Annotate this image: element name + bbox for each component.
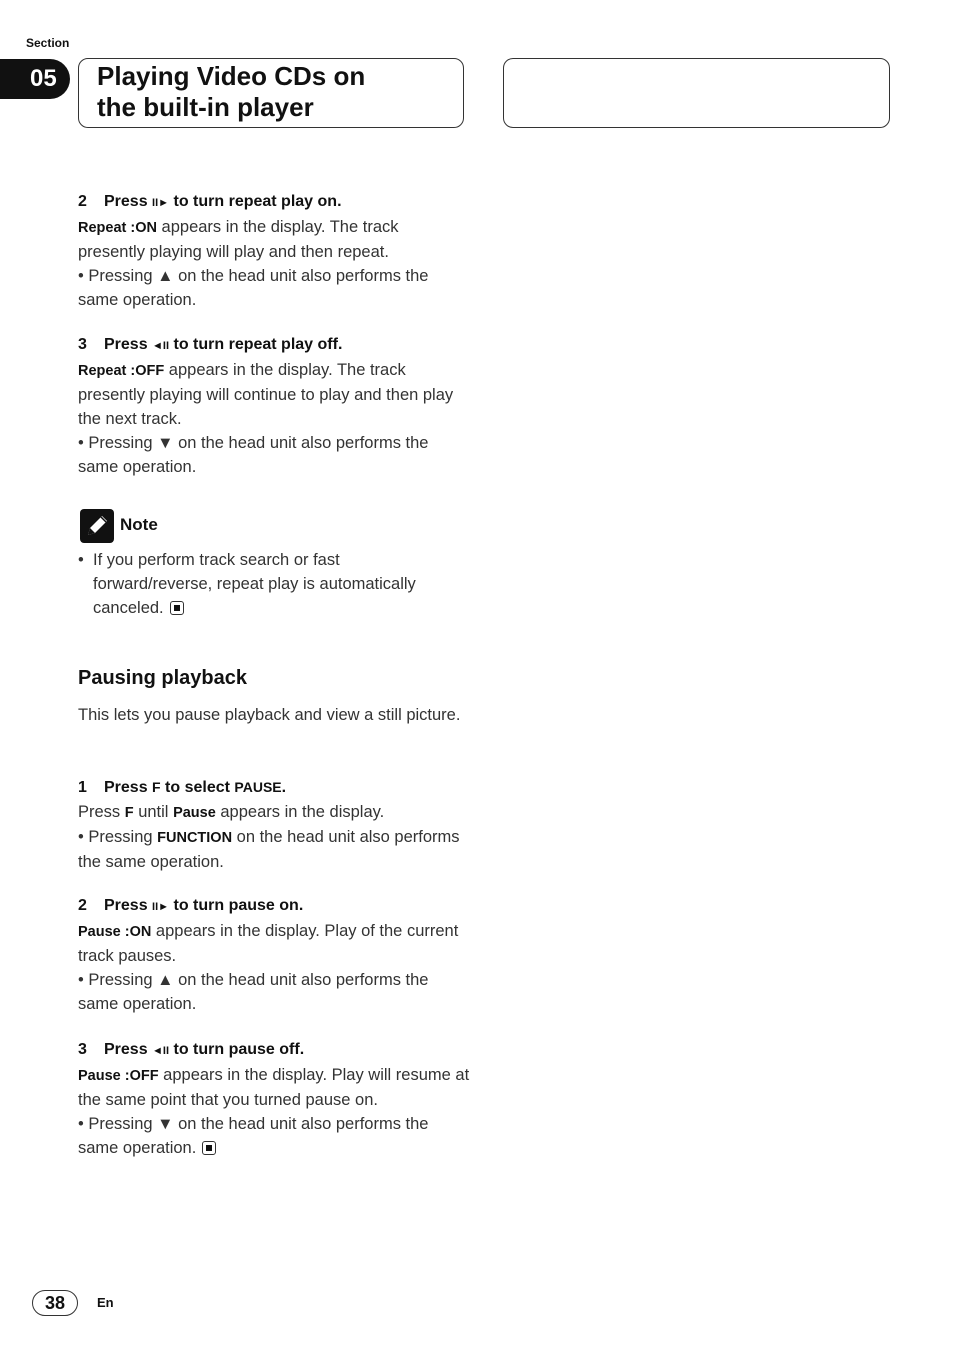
pencil-icon (80, 509, 114, 543)
step-description: Repeat :ON appears in the display. The track presently playing will play and then repeat. (78, 218, 399, 261)
section-number-tab: 05 (0, 59, 70, 99)
step-heading: 3 Press ◄II to turn pause off. (78, 1041, 305, 1058)
section-label: Section (26, 36, 70, 50)
pause-step-1 (78, 775, 470, 874)
note-item: • If you perform track search or fast forward/reverse, repeat play is automatically canceled. (78, 548, 458, 620)
empty-header-frame (503, 58, 890, 128)
stop-mark-icon (170, 601, 184, 615)
play-pause-icon: II► (152, 901, 170, 913)
step-bullet: • Pressing ▲ on the head unit also performs the same operation. (78, 267, 429, 309)
stop-mark-icon (202, 1141, 216, 1155)
step-bullet: • Pressing FUNCTION on the head unit also performs the same operation. (78, 828, 460, 871)
page-title (97, 61, 457, 123)
page-number: 38 (32, 1290, 78, 1316)
repeat-step-3 (78, 333, 470, 479)
step-bullet: • Pressing ▼ on the head unit also performs the same operation. (78, 1115, 429, 1157)
step-description: Pause :ON appears in the display. Play of the current track pauses. (78, 922, 459, 965)
step-heading: 3 Press ◄II to turn repeat play off. (78, 336, 343, 353)
title-line-2: the built-in player (97, 92, 314, 122)
language-label: En (97, 1295, 114, 1310)
up-arrow-icon: ▲ (157, 267, 174, 285)
pause-back-icon: ◄II (152, 1045, 170, 1057)
down-arrow-icon: ▼ (157, 1115, 174, 1133)
section-heading: Pausing playback (78, 667, 247, 689)
step-heading: 2 Press II► to turn pause on. (78, 897, 304, 914)
step-bullet: • Pressing ▲ on the head unit also performs the same operation. (78, 971, 429, 1013)
down-arrow-icon: ▼ (157, 434, 174, 452)
play-pause-icon: II► (152, 197, 170, 209)
pause-step-3 (78, 1038, 470, 1160)
pause-back-icon: ◄II (152, 340, 170, 352)
note-label: Note (120, 515, 158, 534)
step-description: Repeat :OFF appears in the display. The track presently playing will continue to play and then play the next track. (78, 361, 454, 428)
step-bullet: • Pressing ▼ on the head unit also performs the same operation. (78, 434, 429, 476)
title-line-1: Playing Video CDs on (97, 61, 366, 91)
step-heading: 1 Press F to select PAUSE. (78, 779, 287, 796)
intro-text: This lets you pause playback and view a still picture. (78, 706, 461, 724)
step-heading: 2 Press II► to turn repeat play on. (78, 193, 342, 210)
bullet: • (78, 551, 84, 569)
step-description: Pause :OFF appears in the display. Play will resume at the same point that you turned pause on. (78, 1066, 470, 1109)
pause-step-2 (78, 894, 470, 1016)
repeat-step-2 (78, 190, 470, 312)
up-arrow-icon: ▲ (157, 971, 174, 989)
step-description: Press F until Pause appears in the display. (78, 803, 385, 821)
